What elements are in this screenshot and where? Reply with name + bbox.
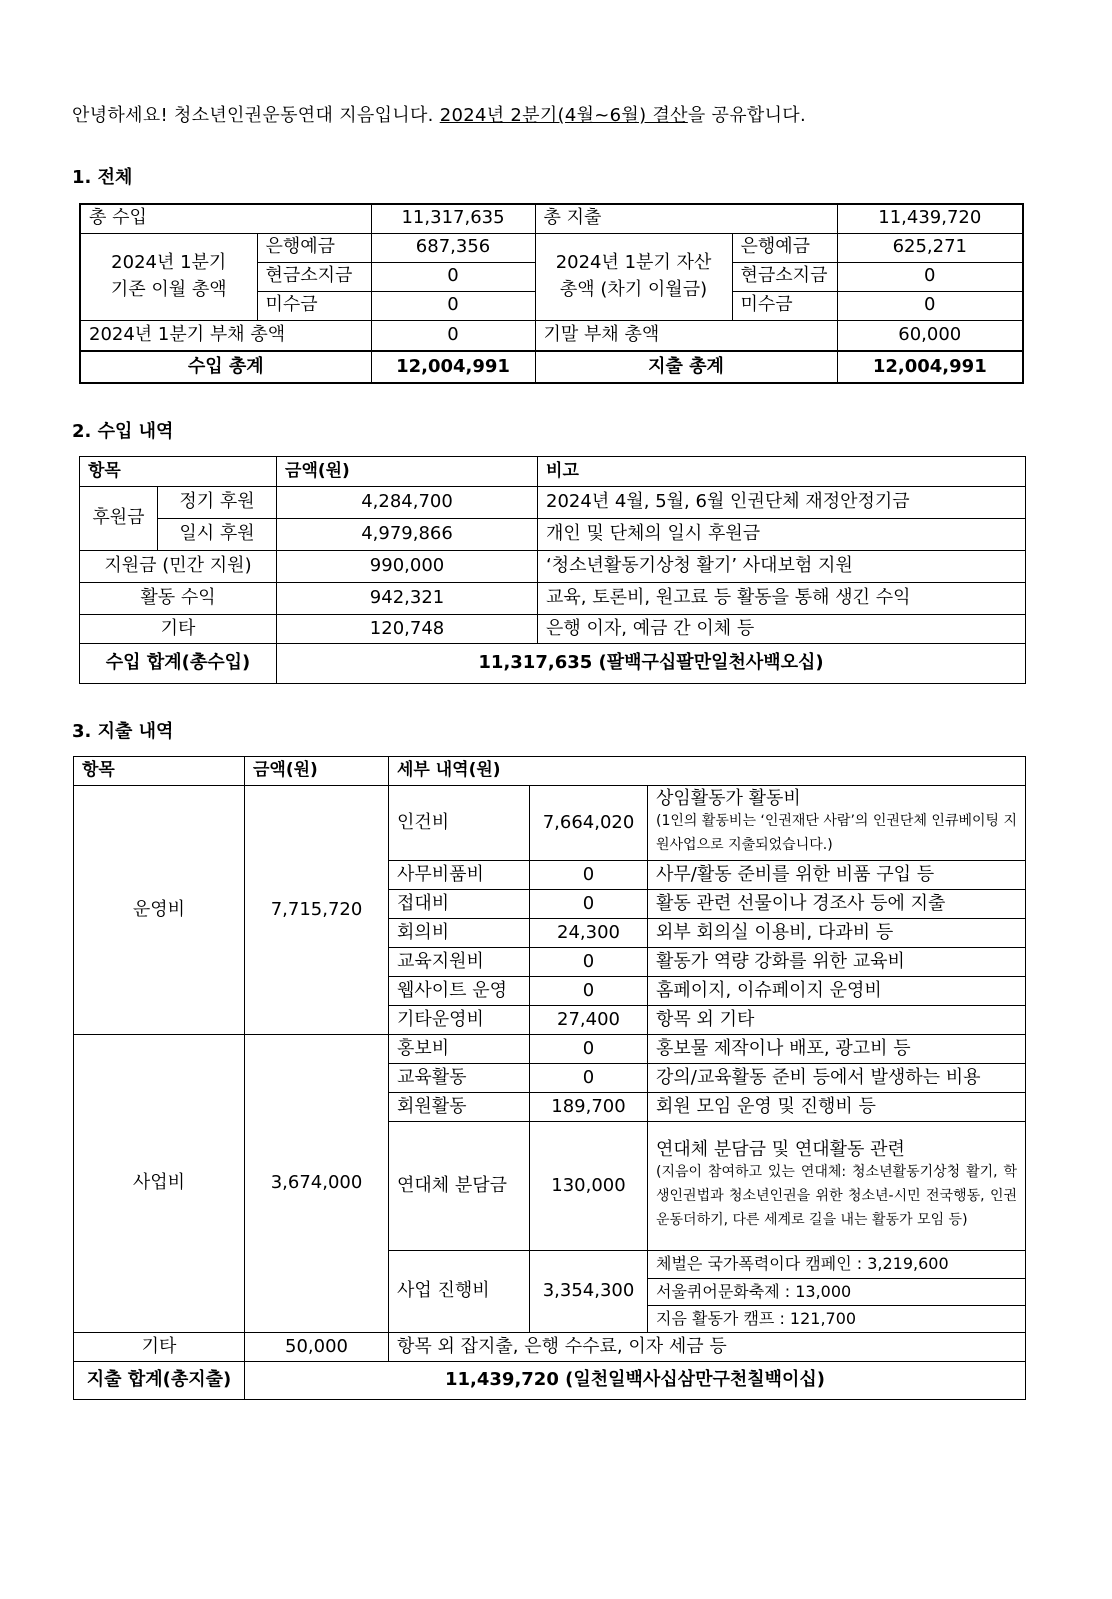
- expense-row-note: 회원 모임 운영 및 진행비 등: [648, 1093, 1026, 1122]
- expense-row-note: 연대체 분담금 및 연대활동 관련 (지음이 참여하고 있는 연대체: 청소년활동기상청 활기, 학생인권법과 청소년인권을 위한 청소년-시민 전국행동, 인권운동더하기, 다른 세계로 길을 내는 활동가 모임 등): [648, 1122, 1026, 1251]
- expense-row-amount: 189,700: [530, 1093, 648, 1122]
- income-row-amount: 942,321: [277, 583, 538, 615]
- expense-row-amount: 0: [530, 1035, 648, 1064]
- expense-row-amount: 24,300: [530, 919, 648, 948]
- total-income-label: 총 수입: [80, 204, 371, 233]
- income-row-note: 교육, 토론비, 원고료 등 활동을 통해 생긴 수익: [538, 583, 1026, 615]
- asset-recv-label: 미수금: [732, 291, 837, 320]
- expense-row-label: 접대비: [389, 890, 530, 919]
- carry-bank-label: 은행예금: [257, 233, 371, 262]
- expense-row-label: 사무비품비: [389, 861, 530, 890]
- expense-row-note: 사무/활동 준비를 위한 비품 구입 등: [648, 861, 1026, 890]
- carry-cash-label: 현금소지금: [257, 262, 371, 291]
- total-expense-label: 총 지출: [535, 204, 837, 233]
- expense-header-amount: 금액(원): [245, 757, 389, 786]
- income-row-note: 개인 및 단체의 일시 후원금: [538, 519, 1026, 551]
- expense-row-amount: 7,664,020: [530, 786, 648, 861]
- expense-row-label: 홍보비: [389, 1035, 530, 1064]
- end-liab-label: 기말 부채 총액: [535, 320, 837, 351]
- section2-title: 2. 수입 내역: [72, 421, 174, 442]
- asset-cash-label: 현금소지금: [732, 262, 837, 291]
- income-table: [79, 456, 1026, 684]
- income-header-item: 항목: [80, 457, 277, 487]
- end-liab-value: 60,000: [837, 320, 1023, 351]
- section3-title: 3. 지출 내역: [72, 721, 174, 742]
- income-sum-label: 수입 총계: [80, 351, 371, 383]
- income-row-label: 일시 후원: [158, 519, 277, 551]
- income-group-label: 후원금: [80, 487, 158, 551]
- expense-row-note: 홈페이지, 이슈페이지 운영비: [648, 977, 1026, 1006]
- expense-row-label: 기타운영비: [389, 1006, 530, 1035]
- expense-row-amount: 0: [530, 977, 648, 1006]
- expense-header-item: 항목: [74, 757, 245, 786]
- asset-bank-label: 은행예금: [732, 233, 837, 262]
- income-header-amount: 금액(원): [277, 457, 538, 487]
- expense-row-note: 항목 외 기타: [648, 1006, 1026, 1035]
- carry-cash-value: 0: [371, 262, 535, 291]
- expense-row-label: 교육지원비: [389, 948, 530, 977]
- asset-label: 2024년 1분기 자산 총액 (차기 이월금): [535, 233, 732, 320]
- expense-row-note: 외부 회의실 이용비, 다과비 등: [648, 919, 1026, 948]
- liab-label: 2024년 1분기 부채 총액: [80, 320, 371, 351]
- op-label: 운영비: [74, 786, 245, 1035]
- income-total-label: 수입 합계(총수입): [80, 644, 277, 684]
- liab-value: 0: [371, 320, 535, 351]
- income-row-amount: 120,748: [277, 615, 538, 644]
- expense-row-note: 체벌은 국가폭력이다 캠페인 : 3,219,600: [648, 1251, 1026, 1279]
- expense-row-note: 활동가 역량 강화를 위한 교육비: [648, 948, 1026, 977]
- section1-title: 1. 전체: [72, 167, 133, 188]
- expense-header-detail: 세부 내역(원): [389, 757, 1026, 786]
- intro-underlined: 2024년 2분기(4월~6월) 결산: [439, 105, 688, 126]
- income-row-note: ‘청소년활동기상청 활기’ 사대보험 지원: [538, 551, 1026, 583]
- income-row-label: 지원금 (민간 지원): [80, 551, 277, 583]
- expense-row-label: 사업 진행비: [389, 1251, 530, 1333]
- expense-table: [73, 756, 1026, 1400]
- etc-amount: 50,000: [245, 1333, 389, 1362]
- income-row-amount: 4,979,866: [277, 519, 538, 551]
- income-row-label: 기타: [80, 615, 277, 644]
- expense-row-note: 홍보물 제작이나 배포, 광고비 등: [648, 1035, 1026, 1064]
- income-row-amount: 4,284,700: [277, 487, 538, 519]
- expense-row-label: 웹사이트 운영: [389, 977, 530, 1006]
- income-total-value: 11,317,635 (팔백구십팔만일천사백오십): [277, 644, 1026, 684]
- total-expense-value: 11,439,720: [837, 204, 1023, 233]
- expense-row-note: 상임활동가 활동비 (1인의 활동비는 ‘인권재단 사람’의 인권단체 인큐베이팅 지원사업으로 지출되었습니다.): [648, 786, 1026, 861]
- expense-row-note: 강의/교육활동 준비 등에서 발생하는 비용: [648, 1064, 1026, 1093]
- income-row-note: 은행 이자, 예금 간 이체 등: [538, 615, 1026, 644]
- expense-row-note: 서울퀴어문화축제 : 13,000: [648, 1279, 1026, 1306]
- expense-total-label: 지출 합계(총지출): [74, 1362, 245, 1400]
- expense-sum-value: 12,004,991: [837, 351, 1023, 383]
- expense-row-amount: 27,400: [530, 1006, 648, 1035]
- asset-recv-value: 0: [837, 291, 1023, 320]
- op-amount: 7,715,720: [245, 786, 389, 1035]
- carryover-label: 2024년 1분기 기존 이월 총액: [80, 233, 257, 320]
- intro-text: 안녕하세요! 청소년인권운동연대 지음입니다. 2024년 2분기(4월~6월) 결산을 공유합니다.: [72, 105, 807, 126]
- income-row-note: 2024년 4월, 5월, 6월 인권단체 재정안정기금: [538, 487, 1026, 519]
- income-row-label: 활동 수익: [80, 583, 277, 615]
- expense-row-label: 회원활동: [389, 1093, 530, 1122]
- expense-row-note: 지음 활동가 캠프 : 121,700: [648, 1306, 1026, 1333]
- expense-row-amount: 130,000: [530, 1122, 648, 1251]
- biz-label: 사업비: [74, 1035, 245, 1333]
- income-header-note: 비고: [538, 457, 1026, 487]
- carry-bank-value: 687,356: [371, 233, 535, 262]
- asset-bank-value: 625,271: [837, 233, 1023, 262]
- expense-row-label: 교육활동: [389, 1064, 530, 1093]
- summary-table: [79, 203, 1024, 384]
- expense-sum-label: 지출 총계: [535, 351, 837, 383]
- expense-row-amount: 0: [530, 1064, 648, 1093]
- income-sum-value: 12,004,991: [371, 351, 535, 383]
- expense-row-note: 활동 관련 선물이나 경조사 등에 지출: [648, 890, 1026, 919]
- carry-recv-value: 0: [371, 291, 535, 320]
- carry-recv-label: 미수금: [257, 291, 371, 320]
- expense-row-amount: 0: [530, 890, 648, 919]
- income-row-amount: 990,000: [277, 551, 538, 583]
- expense-row-amount: 3,354,300: [530, 1251, 648, 1333]
- asset-cash-value: 0: [837, 262, 1023, 291]
- etc-note: 항목 외 잡지출, 은행 수수료, 이자 세금 등: [389, 1333, 1026, 1362]
- total-income-value: 11,317,635: [371, 204, 535, 233]
- expense-row-amount: 0: [530, 948, 648, 977]
- etc-label: 기타: [74, 1333, 245, 1362]
- biz-amount: 3,674,000: [245, 1035, 389, 1333]
- expense-total-value: 11,439,720 (일천일백사십삼만구천칠백이십): [245, 1362, 1026, 1400]
- expense-row-label: 인건비: [389, 786, 530, 861]
- income-row-label: 정기 후원: [158, 487, 277, 519]
- expense-row-label: 회의비: [389, 919, 530, 948]
- expense-row-label: 연대체 분담금: [389, 1122, 530, 1251]
- expense-row-amount: 0: [530, 861, 648, 890]
